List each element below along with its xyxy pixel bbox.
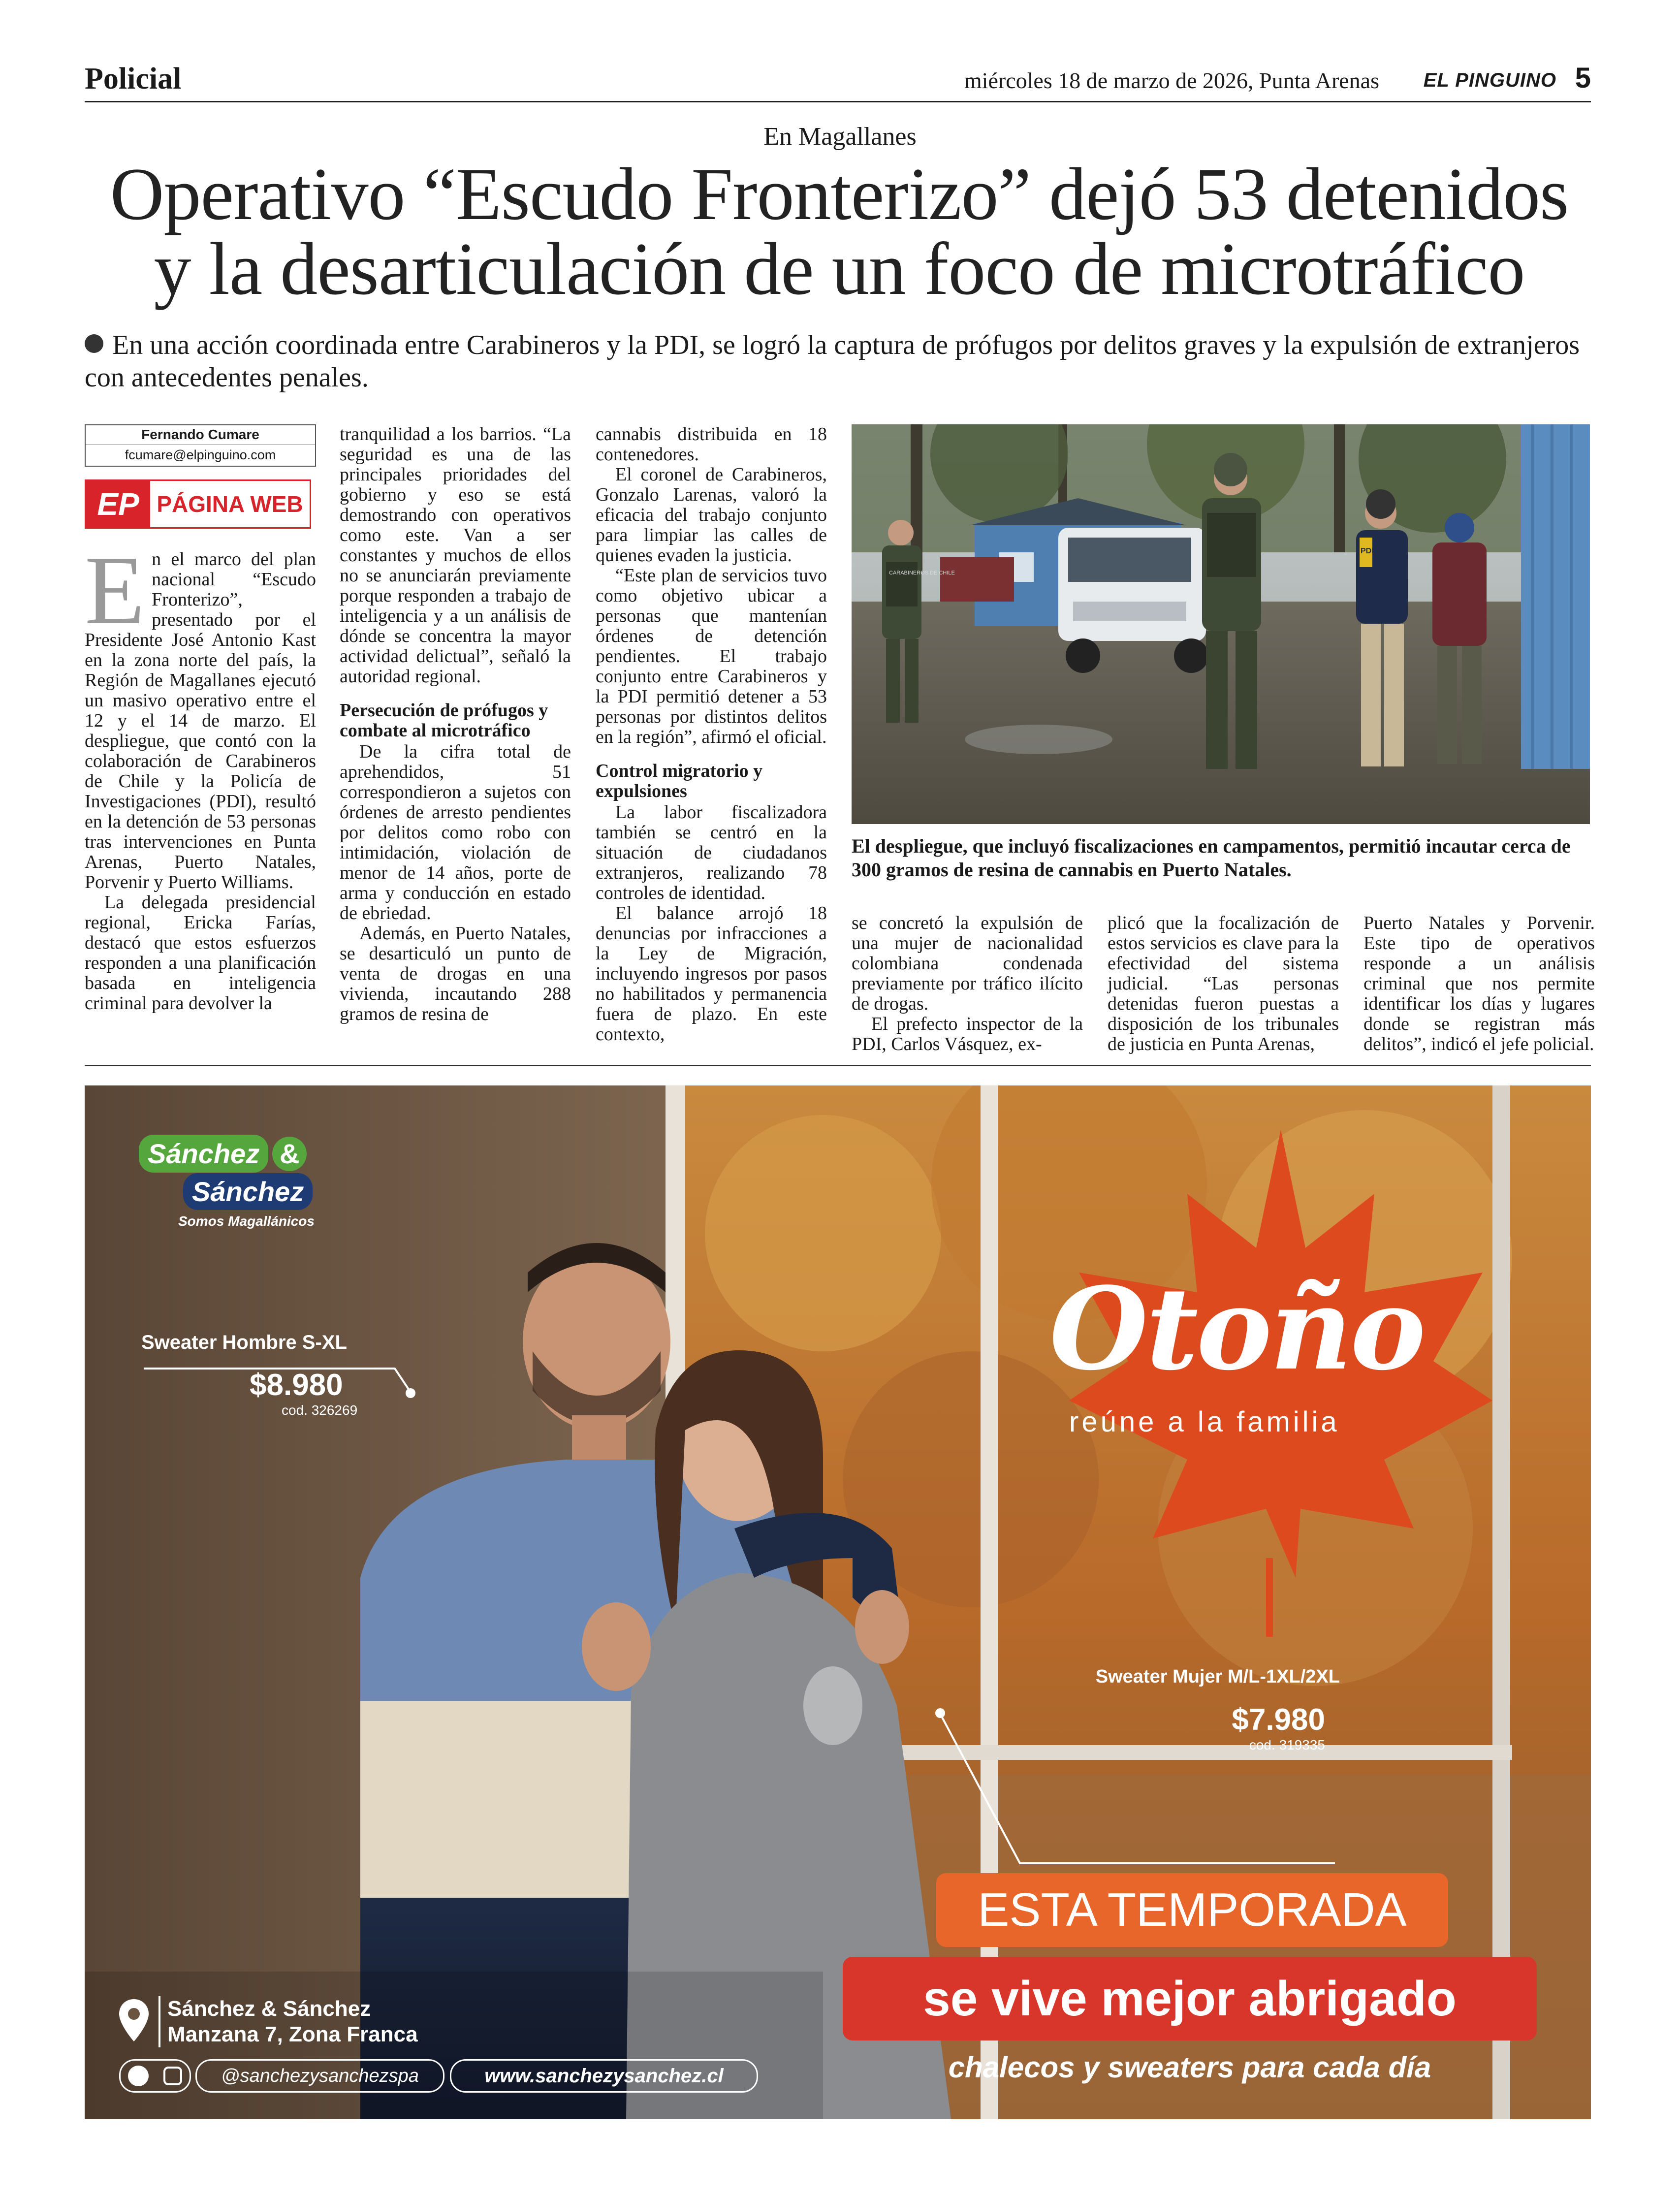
men-code: cod. 326269: [282, 1402, 358, 1418]
article-column-4: [852, 913, 1083, 1054]
vest-label-pdi: PDI: [1361, 547, 1374, 555]
paragraph: El prefecto inspector de la PDI, Carlos Vásquez, ex-: [852, 1014, 1083, 1054]
article-column-5: [1108, 913, 1339, 1054]
author-email[interactable]: fcumare@elpinguino.com: [125, 447, 276, 462]
brand-tagline: Somos Magallánicos: [178, 1213, 315, 1229]
men-price: $8.980: [250, 1368, 343, 1402]
women-product-name: Sweater Mujer M/L-1XL/2XL: [1095, 1666, 1340, 1687]
article-column-6: [1363, 913, 1595, 1054]
brand-name-top: Sánchez: [139, 1135, 268, 1173]
dateline: miércoles 18 de marzo de 2026, Punta Arenas: [964, 68, 1379, 93]
women-code: cod. 319335: [1249, 1737, 1325, 1752]
facebook-icon[interactable]: [128, 2066, 149, 2086]
police-operation-photo: [852, 424, 1590, 824]
ad-subheadline: reúne a la familia: [1069, 1406, 1340, 1438]
paragraph: La delegada presidencial regional, Ericka Farías, destacó que estos esfuerzos responden a una planificación basada en inteligencia criminal para devolver la: [85, 892, 316, 1014]
season-banner: ESTA TEMPORADA: [936, 1873, 1448, 1947]
article-column-2: [340, 424, 571, 1024]
article-lead: [85, 329, 1591, 394]
advertisement[interactable]: [85, 1085, 1591, 2119]
page-header: [85, 62, 1591, 102]
paragraph-text: n el marco del plan nacional “Escudo Fronterizo”, presentado por el Presidente José Antonio Kast en la zona norte del país, la Región de Magallanes ejecutó un masivo operativo entre el 12 y el 14 de marzo. El despliegue, que contó con la colaboración de Carabineros de Chile y la Policía de Investigaciones (PDI), resultó en la detención de 53 personas tras intervenciones en Punta Arenas, Puerto Natales, Porvenir y Puerto Williams.: [85, 549, 316, 892]
author-name: Fernando Cumare: [86, 425, 315, 445]
paragraph: Puerto Natales y Porvenir. Este tipo de operativos responde a un análisis criminal que nos permite identificar los días y lugares donde se registran más delitos”, indicó el jefe policial.: [1363, 913, 1595, 1054]
paragraph: cannabis distribuida en 18 contenedores.: [596, 424, 827, 465]
lead-text: En una acción coordinada entre Carabineros y la PDI, se logró la captura de prófugos por delitos graves y la expulsión de extranjeros con antecedentes penales.: [85, 330, 1580, 393]
paragraph: plicó que la focalización de estos servicios es clave para la efectividad del sistema judicial. “Las personas detenidas fueron puestas a disposición de los tribunales de justicia en Punta Arenas,: [1108, 913, 1339, 1054]
web-page-badge[interactable]: [85, 479, 311, 529]
bullet-icon: [85, 334, 103, 353]
paragraph: La labor fiscalizadora también se centró en la situación de ciudadanos extranjeros, realizando 78 controles de identidad.: [596, 802, 827, 903]
instagram-icon[interactable]: [163, 2067, 182, 2085]
website-link[interactable]: www.sanchezysanchez.cl: [450, 2059, 758, 2093]
paragraph: “Este plan de servicios tuvo como objetivo ubicar a personas que mantenían órdenes de detención pendientes. El trabajo conjunto entre Carabineros y la PDI permitió detener a 53 personas por distintos delitos en la región”, afirmó el oficial.: [596, 565, 827, 747]
paragraph: El balance arrojó 18 denuncias por infracciones a la Ley de Migración, incluyendo ingresos por pasos no habilitados y permanencia fuera de plazo. En este contexto,: [596, 903, 827, 1045]
article-photo: [852, 424, 1590, 824]
article-kicker: En Magallanes: [763, 123, 917, 151]
main-banner: se vive mejor abrigado: [843, 1957, 1537, 2040]
brand-ampersand: &: [272, 1137, 307, 1171]
paragraph: tranquilidad a los barrios. “La seguridad es una de las principales prioridades del gobierno y eso se está demostrando con operativos como este. Van a ser constantes y muchos de ellos no se anunciarán previamente porque responden a trabajo de inteligencia y a un análisis de dónde se concentra la mayor actividad delictual”, señaló la autoridad regional.: [340, 424, 571, 687]
paragraph: Además, en Puerto Natales, se desarticuló un punto de venta de drogas en una vivienda, incautando 288 gramos de resina de: [340, 923, 571, 1024]
vest-label: CARABINEROS DE CHILE: [889, 570, 955, 576]
banner-subtitle: chalecos y sweaters para cada día: [948, 2051, 1431, 2084]
newspaper-name: EL PINGUINO: [1423, 69, 1556, 91]
paragraph: [85, 536, 316, 892]
section-name: Policial: [85, 62, 182, 96]
men-product-name: Sweater Hombre S-XL: [141, 1332, 347, 1353]
headline-line-2: y la desarticulación de un foco de microtráfico: [154, 227, 1525, 310]
subheading: Control migratorio y expulsiones: [596, 761, 763, 801]
brand-name-bottom: Sánchez: [183, 1173, 313, 1210]
women-sweater-offer[interactable]: [1045, 1666, 1340, 1753]
web-page-label: PÁGINA WEB: [157, 491, 303, 517]
subheading: Persecución de prófugos y combate al microtráfico: [340, 700, 548, 741]
store-address: Manzana 7, Zona Franca: [167, 2022, 418, 2046]
ad-headline: Otoño: [1049, 1263, 1424, 1396]
drop-cap: E: [85, 536, 145, 645]
photo-caption: El despliegue, que incluyó fiscalizaciones en campamentos, permitió incautar cerca de 300 gramos de resina de cannabis en Puerto Natales.: [852, 835, 1571, 881]
store-name: Sánchez & Sánchez: [167, 1997, 371, 2021]
paragraph: De la cifra total de aprehendidos, 51 correspondieron a sujetos con órdenes de arresto pendientes por delitos como robo con intimidación, violación de menor de 14 años, porte de arma y conducción en estado de ebriedad.: [340, 741, 571, 924]
ep-logo-icon: EP: [86, 481, 150, 527]
men-sweater-offer[interactable]: [141, 1332, 397, 1418]
social-bar: [119, 2059, 857, 2092]
paragraph: se concretó la expulsión de una mujer de nacionalidad colombiana condenada previamente por tráfico ilícito de drogas.: [852, 913, 1083, 1014]
social-handle[interactable]: @sanchezysanchezspa: [195, 2059, 444, 2093]
headline-line-1: Operativo “Escudo Fronterizo” dejó 53 detenidos: [110, 153, 1569, 235]
social-icons: [119, 2059, 191, 2093]
byline-box: [85, 424, 316, 467]
article-column-3: [596, 424, 827, 1045]
page-number: 5: [1575, 62, 1591, 94]
article-column-1: [85, 424, 316, 1014]
location-pin-icon: [119, 1999, 149, 2041]
brand-logo[interactable]: [139, 1135, 331, 1229]
article-divider: [85, 1065, 1591, 1066]
article-headline: [74, 153, 1605, 310]
paragraph: El coronel de Carabineros, Gonzalo Larenas, valoró la eficacia del trabajo conjunto para limpiar las calles de quienes evaden la justicia.: [596, 464, 827, 566]
women-price: $7.980: [1232, 1703, 1325, 1737]
